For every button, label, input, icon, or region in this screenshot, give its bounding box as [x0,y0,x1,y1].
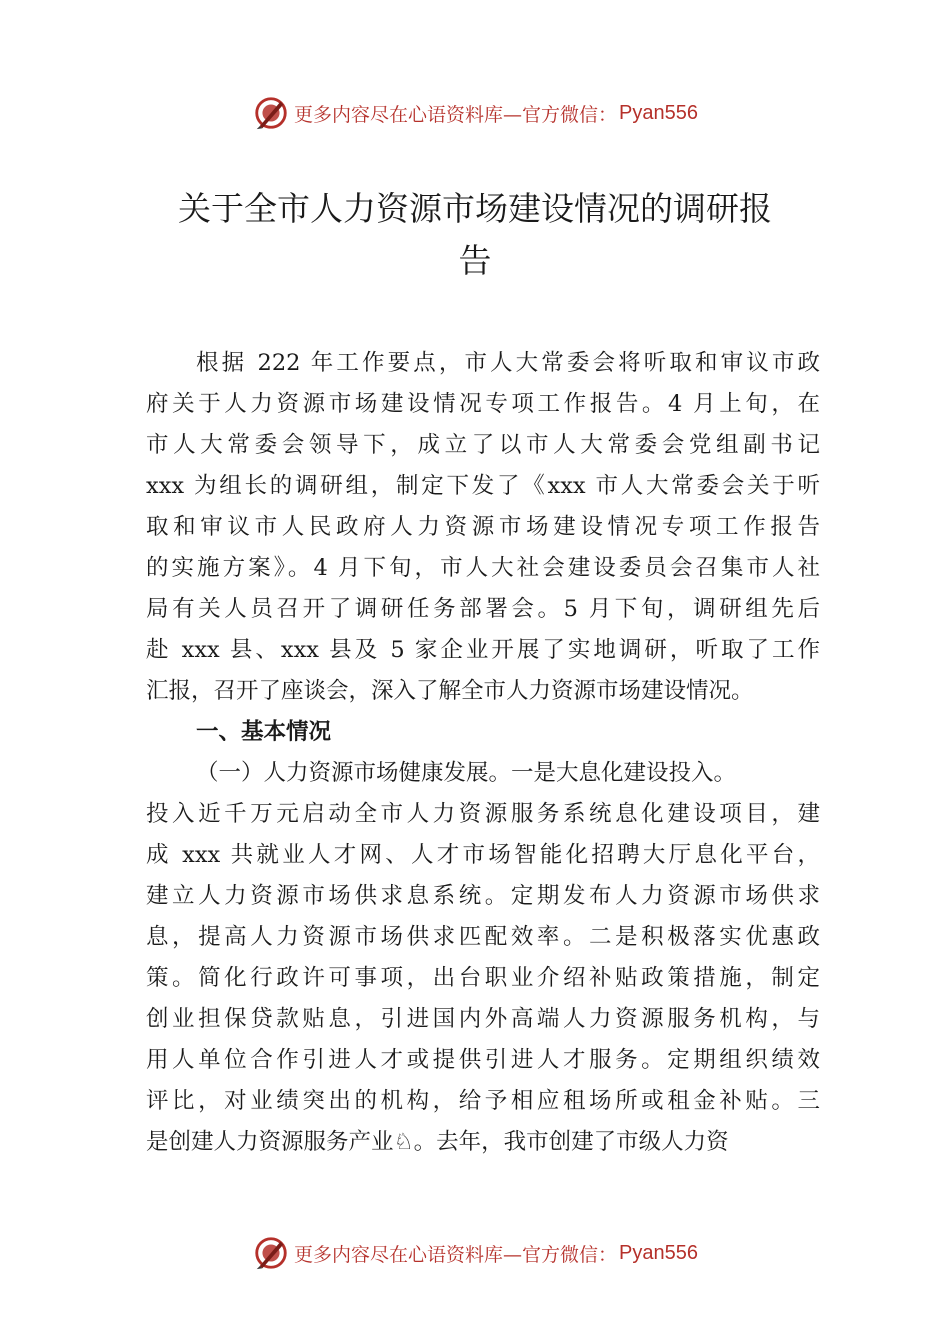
watermark-main-text: 更多内容尽在心语资料库— [294,103,523,126]
text-line: 成 xxx 共就业人才网、人才市场智能化招聘大厅息化平台， [146,842,820,868]
text-line: 的实施方案》。4 月下旬，市人大社会建设委员会召集市人社 [146,555,820,581]
text-line: 策。简化行政许可事项，出台职业介绍补贴政策措施，制定 [146,965,820,991]
paragraph-basic-situation [146,753,820,1163]
title-line: 关于全市人力资源市场建设情况的调研报 [178,189,772,228]
watermark-wechat-id: Pyan556 [619,1241,698,1264]
text-line: 投入近千万元启动全市人力资源服务系统息化建设项目，建 [146,801,820,827]
text-line: 建立人力资源市场供求息系统。定期发布人力资源市场供求 [146,883,820,909]
watermark-wechat-label: 官方微信： [522,103,618,126]
text-line: 赴 xxx 县、xxx 县及 5 家企业开展了实地调研，听取了工作 [146,637,820,663]
pen-circle-logo-icon [252,94,290,132]
section-heading: 一、基本情况 [196,719,332,745]
document-title [140,183,810,287]
text-line: 府关于人力资源市场建设情况专项工作报告。4 月上旬，在 [146,391,820,417]
text-line: 是创建人力资源服务产业♘。去年，我市创建了市级人力资 [146,1129,729,1155]
text-line: 局有关人员召开了调研任务部署会。5 月下旬，调研组先后 [146,596,820,622]
text-line: 用人单位合作引进人才或提供引进人才服务。定期组织绩效 [146,1047,820,1073]
watermark-footer [0,1233,950,1273]
text-line: xxx 为组长的调研组，制定下发了《xxx 市人大常委会关于听 [146,473,820,499]
text-line: 市人大常委会领导下，成立了以市人大常委会党组副书记 [146,432,820,458]
text-line: 创业担保贷款贴息，引进国内外高端人力资源服务机构，与 [146,1006,820,1032]
text-line: 取和审议市人民政府人力资源市场建设情况专项工作报告 [146,514,820,540]
watermark-wechat-label: 官方微信： [522,1243,618,1266]
text-line: 评比，对业绩突出的机构，给予相应租场所或租金补贴。三 [146,1088,820,1114]
watermark-main-text: 更多内容尽在心语资料库— [294,1243,523,1266]
pen-circle-logo-icon [252,1234,290,1272]
text-line: 根据 222 年工作要点，市人大常委会将听取和审议市政 [196,350,820,376]
watermark-header [0,93,950,133]
title-line: 告 [458,241,492,280]
text-line: 汇报，召开了座谈会，深入了解全市人力资源市场建设情况。 [146,678,754,704]
document-body [146,343,820,1163]
paragraph-intro [146,343,820,712]
text-line: （一）人力资源市场健康发展。一是大息化建设投入。 [196,760,737,786]
watermark-wechat-id: Pyan556 [619,101,698,124]
text-line: 息，提高人力资源市场供求匹配效率。二是积极落实优惠政 [146,924,820,950]
